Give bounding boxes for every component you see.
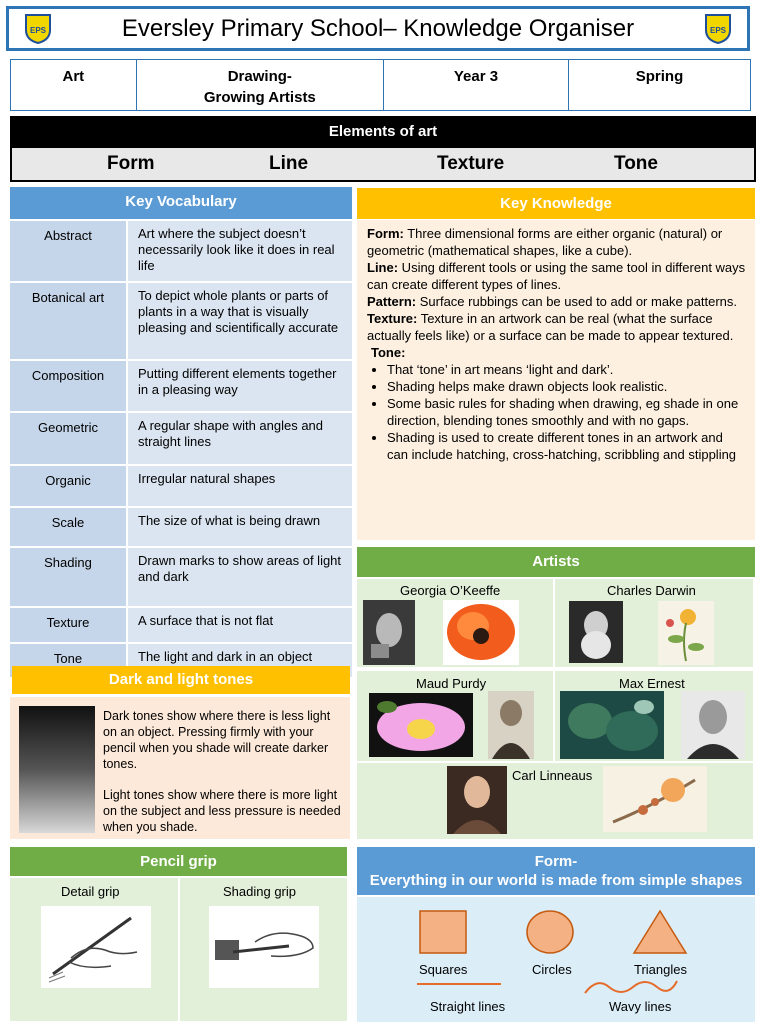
form-heading-line1: Form-	[534, 853, 578, 870]
okeeffe-portrait-icon	[363, 600, 415, 665]
page-header	[6, 6, 750, 51]
artist-name: Georgia O’Keeffe	[400, 583, 501, 598]
straight-line-icon	[417, 981, 501, 987]
texture-text: Texture in an artwork can be real (what the surface actually feels like) or a surface can be made to appear textured.	[367, 311, 734, 343]
svg-text:EPS: EPS	[709, 26, 727, 35]
pencil-grip-panel	[10, 878, 347, 1021]
subject-cell	[10, 59, 137, 111]
tone-point: • That ‘tone’ in art means ‘light and dark’.	[387, 361, 747, 378]
tone-list	[367, 361, 747, 463]
vocab-term: Shading	[10, 548, 126, 606]
artist-name: Maud Purdy	[416, 676, 487, 691]
detail-grip-label: Detail grip	[61, 884, 120, 899]
vocab-term: Texture	[10, 608, 126, 642]
botanical-drawing-icon	[658, 601, 714, 665]
vocab-row	[10, 508, 352, 548]
element-form: Form	[107, 153, 155, 174]
vocabulary-table	[10, 221, 352, 679]
tone-point: • Shading helps make drawn objects look realistic.	[387, 378, 747, 395]
flower-painting-icon	[369, 693, 473, 757]
dark-light-tones-heading: Dark and light tones	[12, 666, 350, 694]
jungle-painting-icon	[560, 691, 664, 759]
pattern-label: Pattern:	[367, 294, 417, 309]
elements-of-art-row	[10, 148, 756, 182]
circle-shape-icon	[525, 909, 575, 955]
detail-grip-hand-icon	[41, 906, 151, 988]
vocab-definition: To depict whole plants or parts of plants in a way that is visually pleasing and scientifically accurate	[126, 283, 352, 359]
dark-tones-text: Dark tones show where there is less light on an object. Pressing firmly with your pencil when you shade will create darker tones.	[103, 709, 331, 771]
wavy-line-icon	[583, 975, 679, 999]
page-title: Eversley Primary School– Knowledge Organiser	[121, 15, 635, 42]
pencil-grip-heading: Pencil grip	[10, 847, 347, 876]
artist-okeeffe-panel	[357, 579, 553, 667]
vocab-definition: The light and dark in an object	[126, 644, 352, 677]
light-tones-text: Light tones show where there is more light on the subject and less pressure is needed when you shade.	[103, 788, 341, 834]
year-label: Year 3	[453, 68, 499, 85]
unit-info-row	[10, 59, 751, 111]
vocab-definition: A surface that is not flat	[126, 608, 352, 642]
tonal-gradient-icon	[19, 706, 95, 833]
shading-grip-label: Shading grip	[223, 884, 296, 899]
artist-name: Max Ernest	[619, 676, 685, 691]
key-vocabulary-heading: Key Vocabulary	[10, 187, 352, 219]
ernest-portrait-icon	[681, 691, 745, 759]
line-text: Using different tools or using the same tool in different ways can create different types of lines.	[367, 260, 746, 292]
wavy-lines-label: Wavy lines	[609, 999, 672, 1014]
vocab-row	[10, 548, 352, 608]
dark-light-tones-panel	[10, 697, 350, 839]
element-tone: Tone	[614, 153, 658, 174]
purdy-portrait-icon	[488, 691, 534, 759]
form-shapes-panel	[357, 897, 755, 1022]
texture-label: Texture:	[367, 311, 418, 326]
vocab-definition: Irregular natural shapes	[126, 466, 352, 506]
grip-divider	[178, 878, 180, 1021]
vocab-row	[10, 361, 352, 413]
key-knowledge-heading: Key Knowledge	[357, 188, 755, 219]
unit-label-line2: Growing Artists	[203, 89, 316, 106]
square-shape-icon	[419, 910, 467, 954]
vocab-row	[10, 413, 352, 466]
element-texture: Texture	[437, 153, 505, 174]
artist-purdy-panel	[357, 671, 553, 761]
tone-label: Tone:	[371, 345, 406, 360]
artist-linneaus-panel	[357, 763, 753, 839]
form-label: Form:	[367, 226, 404, 241]
form-heading-line2: Everything in our world is made from simple shapes	[369, 872, 743, 889]
circles-label: Circles	[532, 962, 572, 977]
linneaus-portrait-icon	[447, 766, 507, 834]
vocab-term: Organic	[10, 466, 126, 506]
tone-point: • Some basic rules for shading when drawing, eg shade in one direction, blending tones smoothly and with no gaps.	[387, 395, 747, 429]
term-cell	[568, 59, 751, 111]
vocab-definition: The size of what is being drawn	[126, 508, 352, 546]
vocab-row	[10, 283, 352, 361]
unit-cell	[136, 59, 384, 111]
vocab-row	[10, 221, 352, 283]
school-logo-icon	[705, 14, 731, 44]
elements-of-art-heading: Elements of art	[10, 116, 756, 148]
artist-darwin-panel	[555, 579, 753, 667]
artist-ernest-panel	[555, 671, 753, 761]
artists-heading: Artists	[357, 547, 755, 577]
artist-name: Charles Darwin	[607, 583, 696, 598]
subject-label: Art	[62, 68, 85, 85]
year-cell	[383, 59, 569, 111]
artist-name: Carl Linneaus	[512, 768, 593, 783]
darwin-portrait-icon	[569, 601, 623, 663]
element-line: Line	[269, 153, 309, 174]
vocab-definition: Putting different elements together in a pleasing way	[126, 361, 352, 411]
tone-point: • Shading is used to create different tones in an artwork and can include hatching, cross-hatching, scribbling and stippling	[387, 429, 747, 463]
vocab-term: Abstract	[10, 221, 126, 281]
vocab-term: Botanical art	[10, 283, 126, 359]
squares-label: Squares	[419, 962, 468, 977]
vocab-definition: Drawn marks to show areas of light and dark	[126, 548, 352, 606]
unit-label-line1: Drawing-	[227, 68, 292, 85]
line-label: Line:	[367, 260, 399, 275]
form-heading	[357, 847, 755, 895]
pattern-text: Surface rubbings can be used to add or make patterns.	[416, 294, 737, 309]
vocab-definition: Art where the subject doesn’t necessarily look like it does in real life	[126, 221, 352, 281]
svg-text:EPS: EPS	[29, 26, 47, 35]
vocab-row	[10, 608, 352, 644]
shading-grip-hand-icon	[209, 906, 319, 988]
form-text: Three dimensional forms are either organic (natural) or geometric (mathematical shapes, like a cube).	[367, 226, 723, 258]
vocab-row	[10, 466, 352, 508]
vocab-definition: A regular shape with angles and straight lines	[126, 413, 352, 464]
vocab-term: Tone	[10, 644, 126, 677]
botanical-branch-icon	[603, 766, 707, 832]
vocab-term: Geometric	[10, 413, 126, 464]
vocab-term: Composition	[10, 361, 126, 411]
term-label: Spring	[635, 68, 684, 85]
triangles-label: Triangles	[634, 962, 687, 977]
straight-lines-label: Straight lines	[430, 999, 506, 1014]
vocab-term: Scale	[10, 508, 126, 546]
poppy-painting-icon	[443, 600, 519, 665]
key-knowledge-panel	[357, 220, 755, 540]
triangle-shape-icon	[632, 909, 688, 955]
